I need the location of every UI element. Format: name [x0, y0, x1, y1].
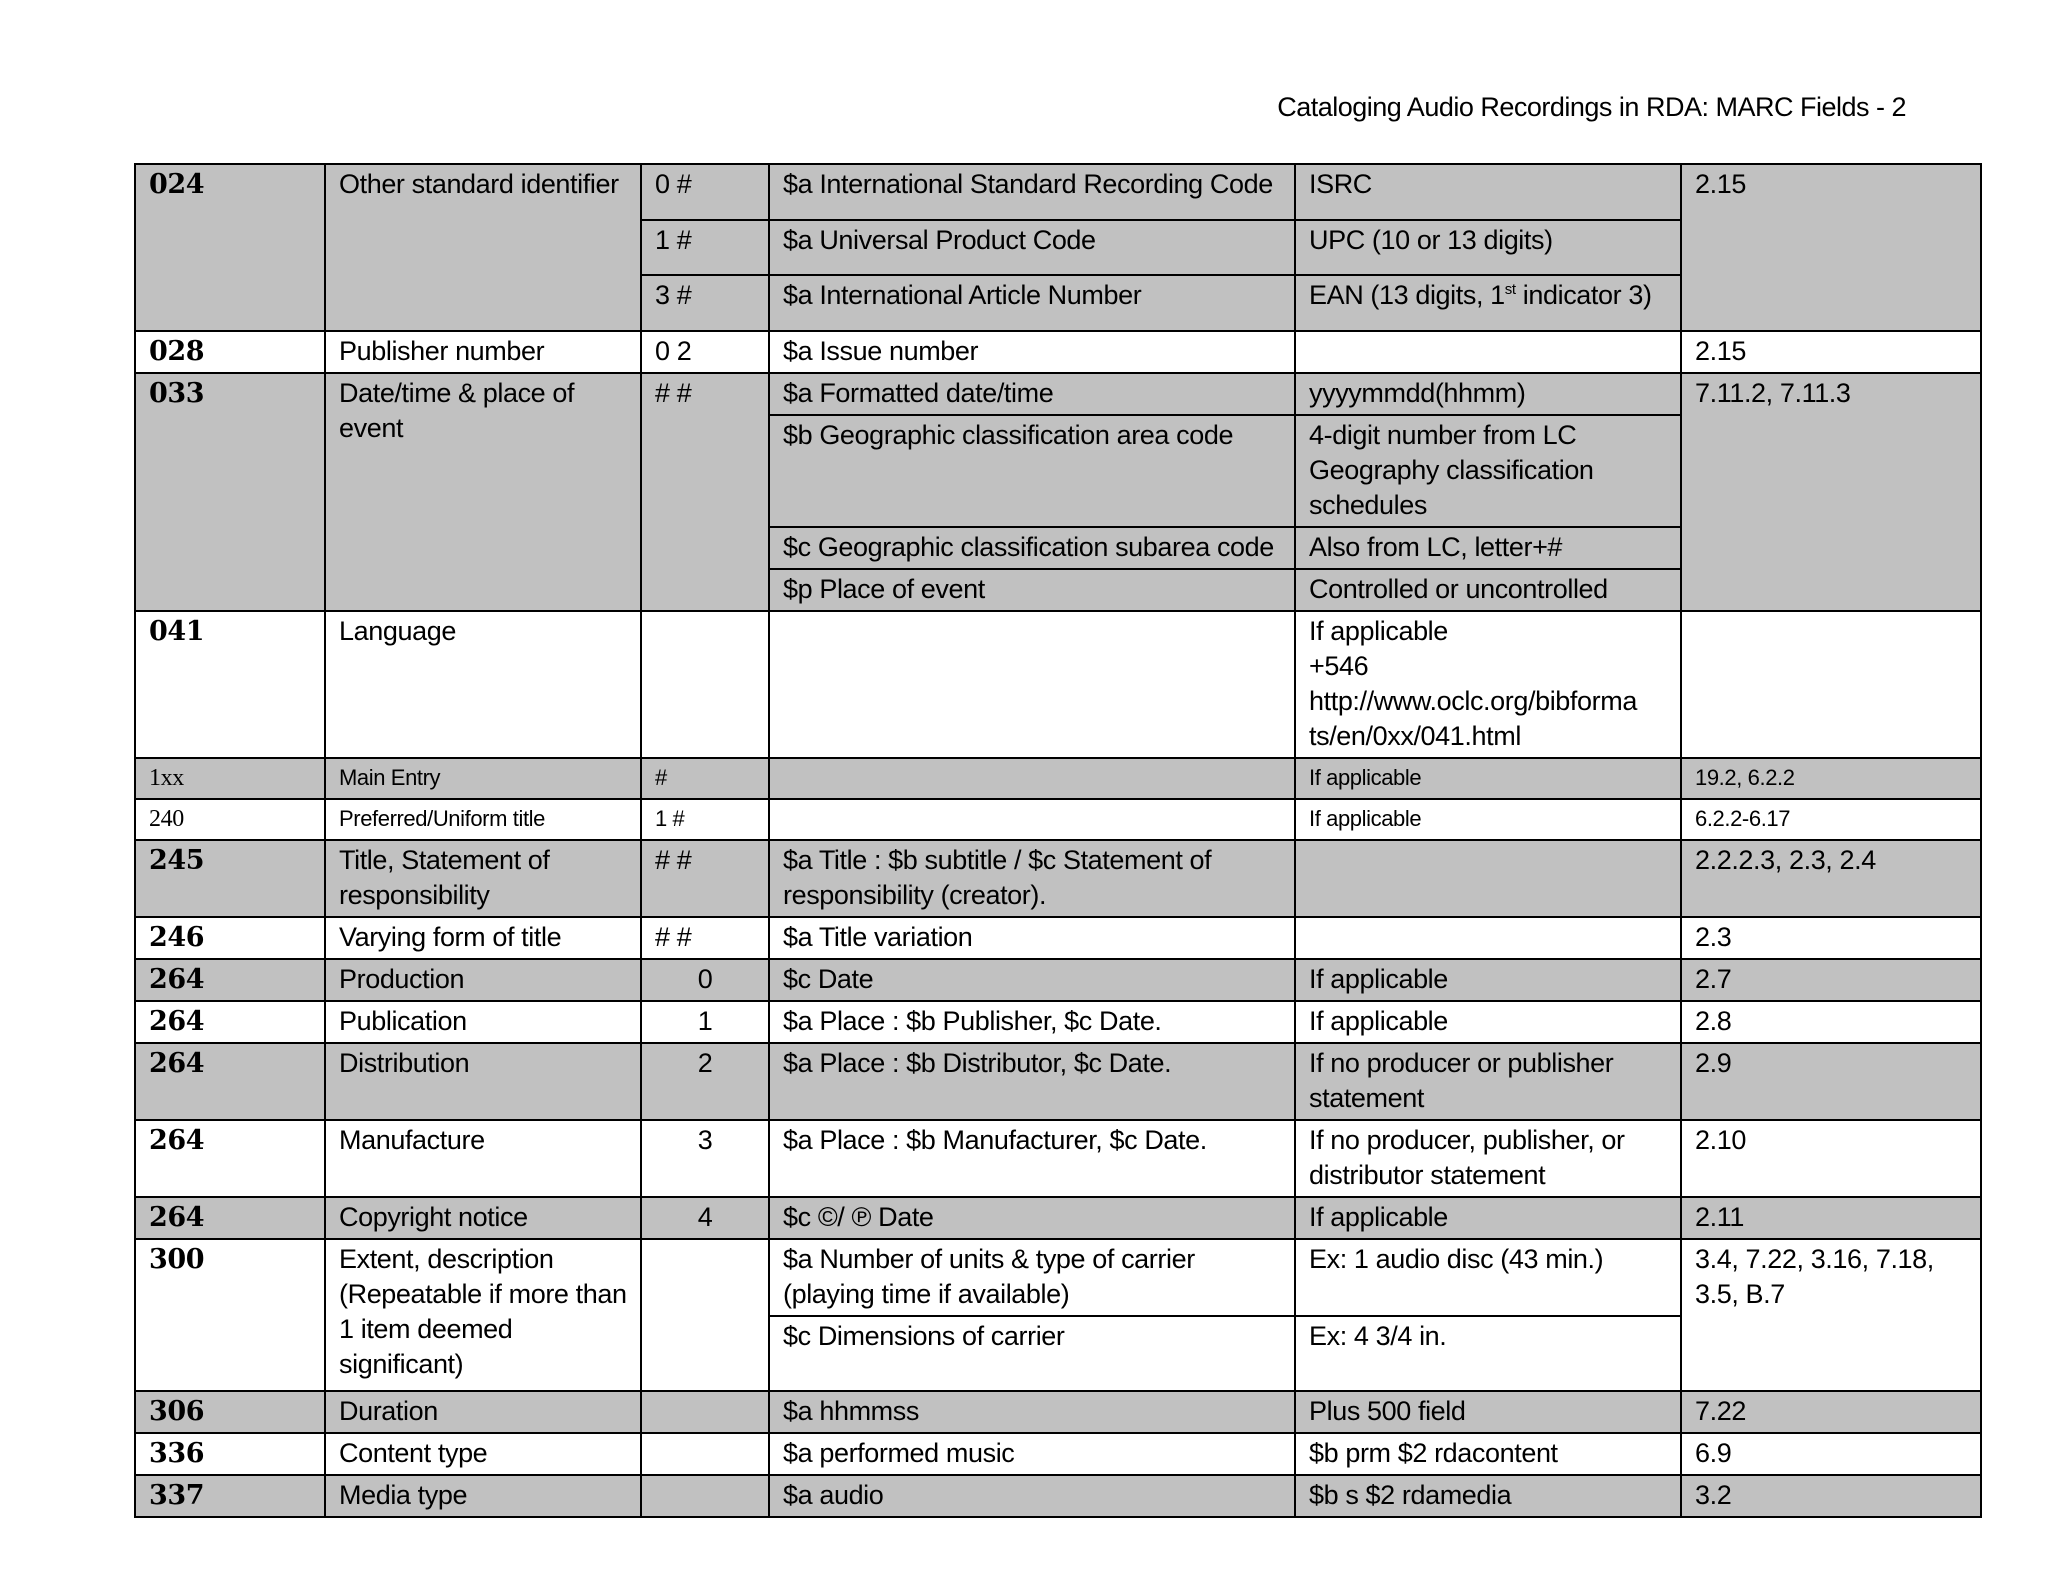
note-cell: If applicable [1295, 1001, 1681, 1043]
rda-rule-cell: 6.9 [1681, 1433, 1981, 1475]
tag-cell: 264 [135, 1197, 325, 1239]
tag-cell: 306 [135, 1391, 325, 1433]
rda-rule-cell: 2.3 [1681, 917, 1981, 959]
indicator-cell: 0 2 [641, 331, 769, 373]
subfield-cell: $a Formatted date/time [769, 373, 1295, 415]
page-header-title: Cataloging Audio Recordings in RDA: MARC Fields - 2 [1277, 92, 1906, 122]
indicator-cell: 3 [641, 1120, 769, 1197]
note-cell: If applicable [1295, 799, 1681, 840]
rda-rule-cell: 2.11 [1681, 1197, 1981, 1239]
note-line: If applicable [1309, 616, 1448, 646]
subfield-cell: $c ©/ ℗ Date [769, 1197, 1295, 1239]
indicator-cell: 3 # [641, 275, 769, 331]
rda-rule-cell: 2.8 [1681, 1001, 1981, 1043]
tag-cell: 264 [135, 1120, 325, 1197]
label-cell: Duration [325, 1391, 641, 1433]
indicator-cell: 1 # [641, 799, 769, 840]
note-cell: Also from LC, letter+# [1295, 527, 1681, 569]
note-cell: ISRC [1295, 164, 1681, 220]
note-cell: If no producer or publisher statement [1295, 1043, 1681, 1120]
rda-rule-cell: 3.4, 7.22, 3.16, 7.18, 3.5, B.7 [1681, 1239, 1981, 1391]
rda-rule-cell: 6.2.2-6.17 [1681, 799, 1981, 840]
note-cell: $b prm $2 rdacontent [1295, 1433, 1681, 1475]
table-row-264-production [135, 959, 1981, 1001]
note-cell: EAN (13 digits, 1st indicator 3) [1295, 275, 1681, 331]
note-cell: 4-digit number from LC Geography classification schedules [1295, 415, 1681, 527]
tag-cell: 246 [135, 917, 325, 959]
tag-cell: 1xx [135, 758, 325, 799]
subfield-cell: $c Date [769, 959, 1295, 1001]
label-cell: Content type [325, 1433, 641, 1475]
tag-cell: 337 [135, 1475, 325, 1517]
marc-fields-table [134, 163, 1982, 1518]
rda-rule-cell: 2.15 [1681, 331, 1981, 373]
indicator-cell [641, 1475, 769, 1517]
tag-cell: 041 [135, 611, 325, 758]
note-line: http://www.oclc.org/bibforma [1309, 686, 1637, 716]
indicator-cell: 0 # [641, 164, 769, 220]
label-cell: Publisher number [325, 331, 641, 373]
subfield-cell [769, 611, 1295, 758]
subfield-cell: $a performed music [769, 1433, 1295, 1475]
table-row-041 [135, 611, 1981, 758]
subfield-cell: $b Geographic classification area code [769, 415, 1295, 527]
subfield-cell: $c Geographic classification subarea code [769, 527, 1295, 569]
rda-rule-cell [1681, 611, 1981, 758]
label-cell: Production [325, 959, 641, 1001]
indicator-cell: # # [641, 917, 769, 959]
note-cell [1295, 611, 1681, 758]
table-row-028 [135, 331, 1981, 373]
note-cell [1295, 331, 1681, 373]
label-cell: Other standard identifier [325, 164, 641, 331]
table-row-337 [135, 1475, 1981, 1517]
indicator-cell: 0 [641, 959, 769, 1001]
tag-cell: 024 [135, 164, 325, 331]
label-cell: Preferred/Uniform title [325, 799, 641, 840]
tag-cell: 028 [135, 331, 325, 373]
label-cell: Copyright notice [325, 1197, 641, 1239]
rda-rule-cell: 7.11.2, 7.11.3 [1681, 373, 1981, 611]
label-cell: Manufacture [325, 1120, 641, 1197]
table-row-300 [135, 1239, 1981, 1316]
subfield-cell: $a International Standard Recording Code [769, 164, 1295, 220]
label-cell: Title, Statement of responsibility [325, 840, 641, 917]
note-cell: UPC (10 or 13 digits) [1295, 220, 1681, 275]
indicator-cell: 4 [641, 1197, 769, 1239]
table-row-306 [135, 1391, 1981, 1433]
note-cell: yyyymmdd(hhmm) [1295, 373, 1681, 415]
indicator-cell: 1 [641, 1001, 769, 1043]
subfield-cell: $a Issue number [769, 331, 1295, 373]
label-cell: Distribution [325, 1043, 641, 1120]
tag-cell: 245 [135, 840, 325, 917]
note-cell [1295, 917, 1681, 959]
table-row-264-distribution [135, 1043, 1981, 1120]
table-row-264-publication [135, 1001, 1981, 1043]
subfield-cell: $a Title variation [769, 917, 1295, 959]
label-cell: Main Entry [325, 758, 641, 799]
note-cell: Ex: 4 3/4 in. [1295, 1316, 1681, 1391]
table-row-033 [135, 373, 1981, 415]
table-row-245 [135, 840, 1981, 917]
rda-rule-cell: 2.2.2.3, 2.3, 2.4 [1681, 840, 1981, 917]
note-cell: If no producer, publisher, or distributor statement [1295, 1120, 1681, 1197]
note-cell: If applicable [1295, 758, 1681, 799]
rda-rule-cell: 2.9 [1681, 1043, 1981, 1120]
subfield-cell: $c Dimensions of carrier [769, 1316, 1295, 1391]
note-cell: Ex: 1 audio disc (43 min.) [1295, 1239, 1681, 1316]
rda-rule-cell: 2.7 [1681, 959, 1981, 1001]
indicator-cell: # [641, 758, 769, 799]
label-cell: Publication [325, 1001, 641, 1043]
table-row-240 [135, 799, 1981, 840]
indicator-cell [641, 611, 769, 758]
indicator-cell: # # [641, 373, 769, 611]
tag-cell: 300 [135, 1239, 325, 1391]
note-cell: If applicable [1295, 959, 1681, 1001]
subfield-cell: $a audio [769, 1475, 1295, 1517]
indicator-cell [641, 1391, 769, 1433]
subfield-cell: $a International Article Number [769, 275, 1295, 331]
indicator-cell: # # [641, 840, 769, 917]
label-cell: Media type [325, 1475, 641, 1517]
indicator-cell: 1 # [641, 220, 769, 275]
note-cell: Plus 500 field [1295, 1391, 1681, 1433]
note-cell: $b s $2 rdamedia [1295, 1475, 1681, 1517]
rda-rule-cell: 19.2, 6.2.2 [1681, 758, 1981, 799]
label-cell: Varying form of title [325, 917, 641, 959]
indicator-cell: 2 [641, 1043, 769, 1120]
subfield-cell: $a Place : $b Publisher, $c Date. [769, 1001, 1295, 1043]
label-cell: Extent, description (Repeatable if more than 1 item deemed significant) [325, 1239, 641, 1391]
subfield-cell: $a Place : $b Manufacturer, $c Date. [769, 1120, 1295, 1197]
note-line: +546 [1309, 651, 1369, 681]
subfield-cell [769, 799, 1295, 840]
tag-cell: 264 [135, 1043, 325, 1120]
rda-rule-cell: 7.22 [1681, 1391, 1981, 1433]
note-cell: If applicable [1295, 1197, 1681, 1239]
subfield-cell: $p Place of event [769, 569, 1295, 611]
note-cell: Controlled or uncontrolled [1295, 569, 1681, 611]
table-row-264-copyright [135, 1197, 1981, 1239]
indicator-cell [641, 1433, 769, 1475]
tag-cell: 336 [135, 1433, 325, 1475]
label-cell: Date/time & place of event [325, 373, 641, 611]
label-cell: Language [325, 611, 641, 758]
subfield-cell: $a Title : $b subtitle / $c Statement of responsibility (creator). [769, 840, 1295, 917]
indicator-cell [641, 1239, 769, 1391]
subfield-cell: $a Universal Product Code [769, 220, 1295, 275]
rda-rule-cell: 2.10 [1681, 1120, 1981, 1197]
tag-cell: 264 [135, 1001, 325, 1043]
rda-rule-cell: 3.2 [1681, 1475, 1981, 1517]
rda-rule-cell: 2.15 [1681, 164, 1981, 331]
table-row-1xx [135, 758, 1981, 799]
tag-cell: 264 [135, 959, 325, 1001]
subfield-cell [769, 758, 1295, 799]
subfield-cell: $a Number of units & type of carrier (playing time if available) [769, 1239, 1295, 1316]
tag-cell: 240 [135, 799, 325, 840]
subfield-cell: $a Place : $b Distributor, $c Date. [769, 1043, 1295, 1120]
table-row-246 [135, 917, 1981, 959]
note-cell [1295, 840, 1681, 917]
subfield-cell: $a hhmmss [769, 1391, 1295, 1433]
table-row-264-manufacture [135, 1120, 1981, 1197]
table-row-024 [135, 164, 1981, 220]
tag-cell: 033 [135, 373, 325, 611]
table-row-336 [135, 1433, 1981, 1475]
note-line: ts/en/0xx/041.html [1309, 721, 1521, 751]
